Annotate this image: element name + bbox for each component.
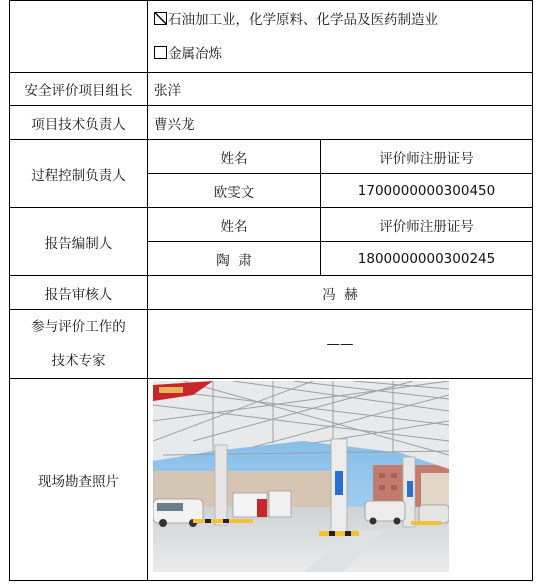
industry-option-petroleum[interactable]: [148, 3, 532, 37]
site-photo-row: [10, 379, 533, 581]
report-author-name: 陶 肃: [148, 242, 321, 276]
report-author-cert: 1800000000300245: [321, 242, 533, 276]
checked-checkbox-icon[interactable]: [154, 12, 167, 25]
industry-options-cell: [148, 1, 533, 73]
site-photo-label: 现场勘查照片: [10, 379, 148, 581]
report-author-cert-header: 评价师注册证号: [321, 208, 533, 242]
process-control-label: 过程控制负责人: [10, 140, 148, 208]
tech-lead-row: [10, 106, 533, 140]
industry-option-label: 金属冶炼: [168, 45, 222, 62]
gas-station-photo: [153, 381, 449, 572]
process-control-header-row: [10, 140, 533, 174]
site-photo-cell: [148, 379, 533, 581]
process-control-cert-header: 评价师注册证号: [321, 140, 533, 174]
team-leader-row: [10, 73, 533, 106]
process-control-name: 欧雯文: [148, 174, 321, 208]
reviewer-row: [10, 276, 533, 310]
reviewer-value: 冯 赫: [148, 276, 533, 310]
experts-label-line2: 技术专家: [51, 353, 106, 369]
report-author-label: 报告编制人: [10, 208, 148, 276]
industry-row: [10, 1, 533, 73]
tech-lead-value: 曹兴龙: [148, 106, 533, 140]
report-author-header-row: [10, 208, 533, 242]
reviewer-label: 报告审核人: [10, 276, 148, 310]
experts-value: ——: [148, 310, 533, 379]
industry-option-label: 石油加工业，化学原料、化学品及医药制造业: [168, 11, 438, 28]
report-author-name-header: 姓名: [148, 208, 321, 242]
industry-label-cell: [10, 1, 148, 73]
industry-option-metal[interactable]: [148, 37, 532, 71]
process-control-cert: 1700000000300450: [321, 174, 533, 208]
team-leader-value: 张洋: [148, 73, 533, 106]
experts-row: [10, 310, 533, 379]
process-control-name-header: 姓名: [148, 140, 321, 174]
experts-label: [10, 310, 148, 379]
experts-label-line1: 参与评价工作的: [31, 319, 126, 335]
tech-lead-label: 项目技术负责人: [10, 106, 148, 140]
evaluation-info-table: [9, 0, 533, 581]
unchecked-checkbox-icon[interactable]: [154, 46, 167, 59]
team-leader-label: 安全评价项目组长: [10, 73, 148, 106]
